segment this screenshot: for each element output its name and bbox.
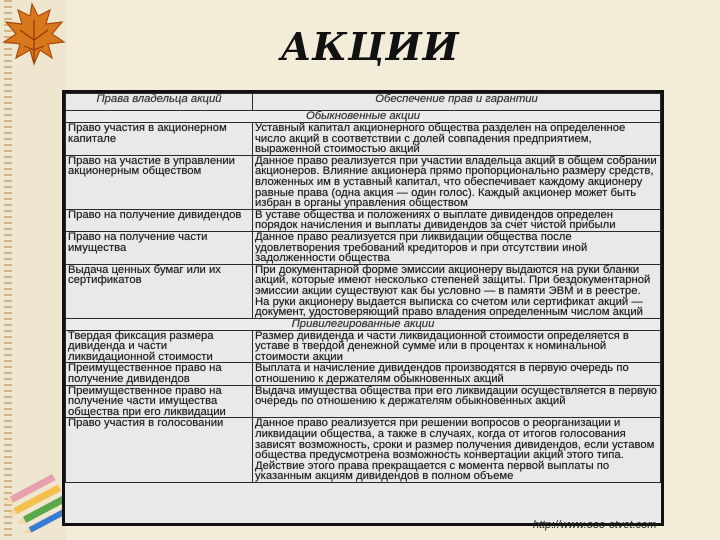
cell-guarantee: В уставе общества и положениях о выплате дивидендов определен порядок начисления и выплаты дивидендов за счет чистой прибыли <box>253 209 661 231</box>
cell-right: Выдача ценных бумаг или их сертификатов <box>66 264 253 318</box>
footer-url: http://www.ooo-otvet.com <box>533 519 657 531</box>
section-common-shares: Обыкновенные акции <box>66 111 661 123</box>
pencils-icon <box>4 455 64 535</box>
table-header-row <box>66 94 661 111</box>
cell-guarantee: Выдача имущества общества при его ликвидации осуществляется в первую очередь по отношению к держателям обыкновенных акций <box>253 385 661 418</box>
table-row <box>66 155 661 209</box>
autumn-leaf-icon <box>2 0 68 70</box>
cell-right: Твердая фиксация размера дивиденда и части ликвидационной стоимости <box>66 330 253 363</box>
table-container <box>65 93 661 523</box>
page-title: АКЦИИ <box>280 24 460 69</box>
cell-guarantee: Данное право реализуется при ликвидации общества после удовлетворения требований кредиторов и при отсутствии иной задолженности общества <box>253 231 661 264</box>
cell-guarantee: Размер дивиденда и части ликвидационной стоимости определяется в уставе в твердой денежной сумме или в процентах к номинальной стоимости акции <box>253 330 661 363</box>
table-row <box>66 231 661 264</box>
header-rights: Права владельца акций <box>66 94 253 111</box>
cell-guarantee: Уставный капитал акционерного общества разделен на определенное число акций в соответствии с долей совпадения предприятием, выраженной стоимостью акций <box>253 123 661 156</box>
cell-right: Преимущественное право на получение части имущества общества при его ликвидации <box>66 385 253 418</box>
table-frame <box>62 90 664 526</box>
table-row <box>66 209 661 231</box>
table-row <box>66 330 661 363</box>
cell-right: Право на получение дивидендов <box>66 209 253 231</box>
cell-guarantee: При документарной форме эмиссии акционеру выдаются на руки бланки акций, которые имеют несколько степеней защиты. При бездокументарной эмиссии акции существуют как бы условно — в памяти ЭВМ и в реестре. На руки акционеру выдается выписка со счетом или сертификат акций — документ, удостоверяющий право владения определенным числом акций <box>253 264 661 318</box>
shares-rights-table <box>65 93 661 483</box>
cell-right: Право на участие в управлении акционерным обществом <box>66 155 253 209</box>
section-preferred-shares: Привилегированные акции <box>66 318 661 330</box>
cell-right: Право на получение части имущества <box>66 231 253 264</box>
cell-guarantee: Данное право реализуется при участии владельца акций в общем собрании акционеров. Влияние акционера прямо пропорционально размеру средств, вложенных им в уставный капитал, что обеспечивает каждому акционеру равные права (одна акция — один голос). Каждый акционер может быть избран в органы управления обществом <box>253 155 661 209</box>
table-row <box>66 264 661 318</box>
table-row <box>66 123 661 156</box>
table-row <box>66 363 661 385</box>
cell-right: Преимущественное право на получение дивидендов <box>66 363 253 385</box>
cell-right: Право участия в акционерном капитале <box>66 123 253 156</box>
table-row <box>66 418 661 483</box>
cell-guarantee: Выплата и начисление дивидендов производятся в первую очередь по отношению к держателям обыкновенных акций <box>253 363 661 385</box>
table-row <box>66 385 661 418</box>
cell-right: Право участия в голосовании <box>66 418 253 483</box>
header-guarantees: Обеспечение прав и гарантии <box>253 94 661 111</box>
cell-guarantee: Данное право реализуется при решении вопросов о реорганизации и ликвидации общества, а также в случаях, когда от итогов голосования зависят возможность, сроки и размер получения дивидендов, если уставом общества предусмотрена возможность конвертации акций этого типа. Действие этого права прекращается с момента первой выплаты по указанным акциям дивидендов в полном объеме <box>253 418 661 483</box>
